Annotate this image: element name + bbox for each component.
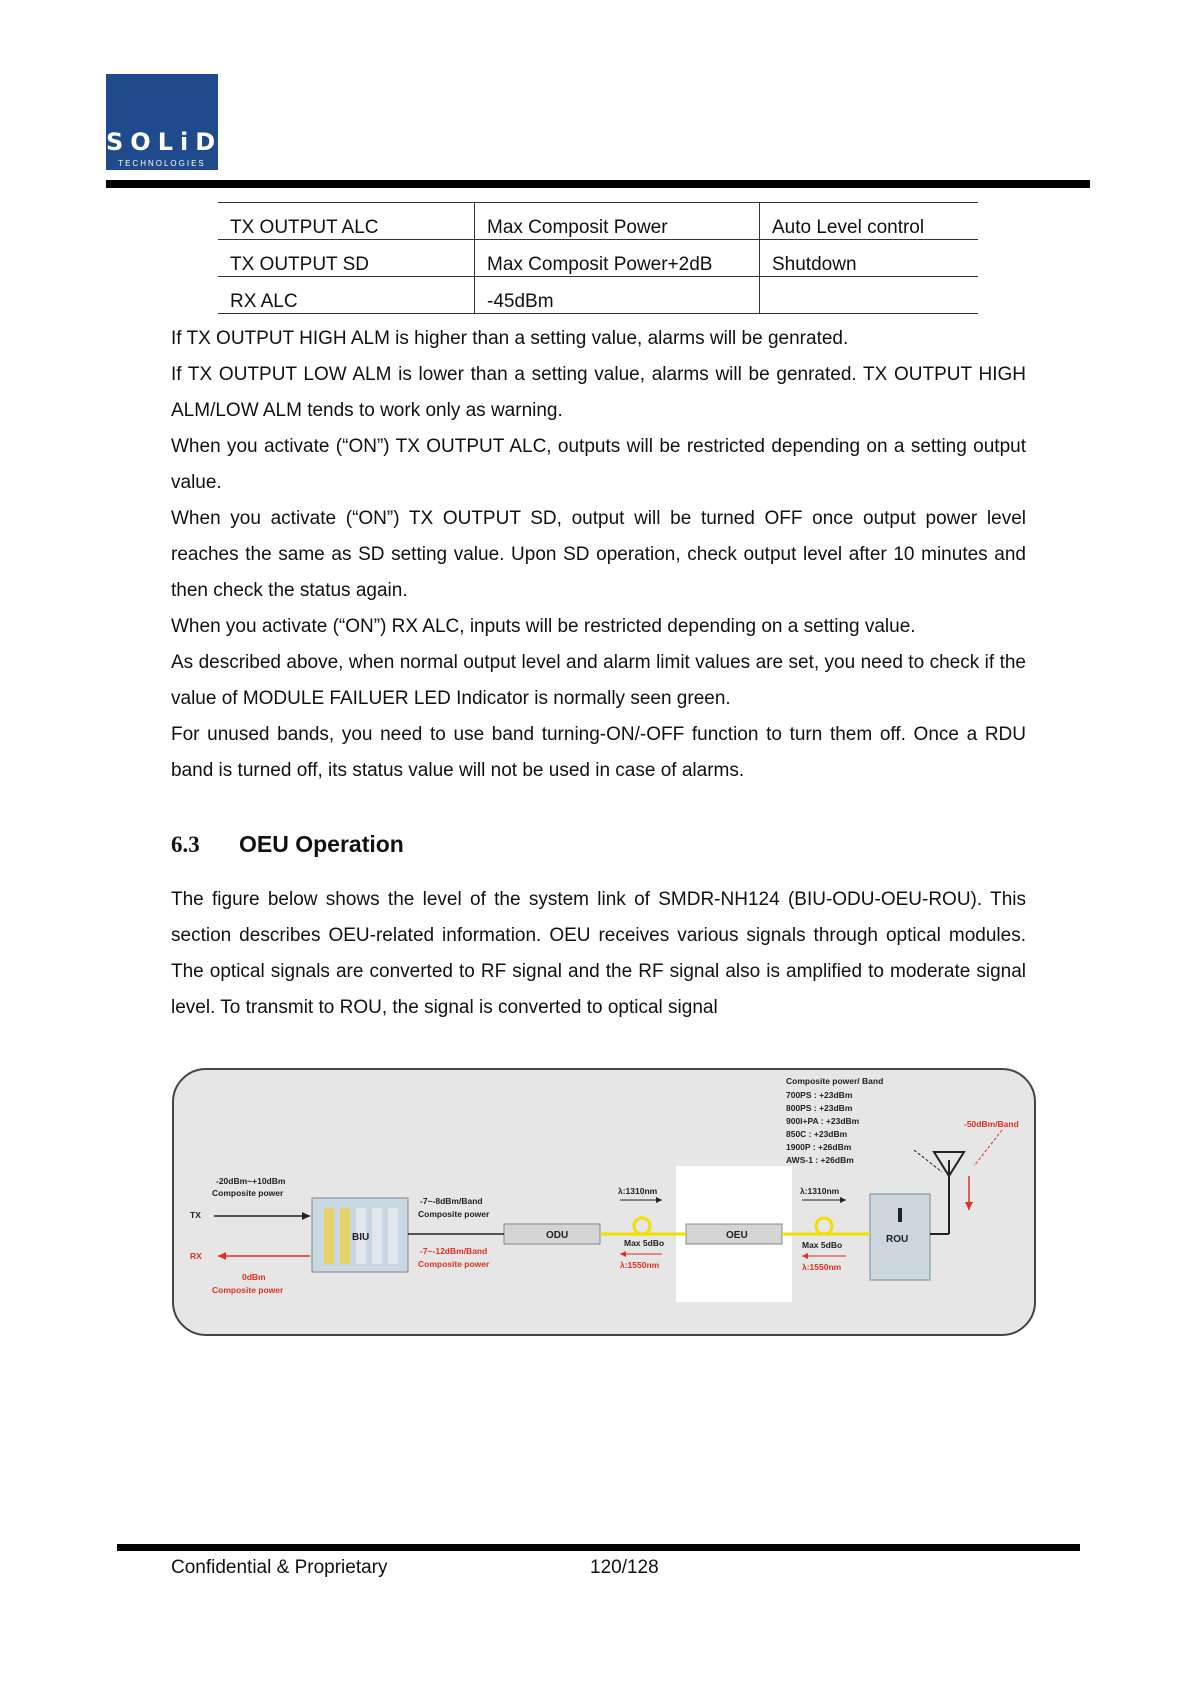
header-rule: [106, 180, 1090, 188]
tx-in-level: -20dBm~+10dBm: [216, 1176, 286, 1186]
table-cell: Max Composit Power+2dB: [475, 240, 760, 277]
oeu-label: OEU: [726, 1230, 748, 1241]
rx-out-sub: Composite power: [212, 1285, 284, 1295]
rx-out-level: 0dBm: [242, 1272, 266, 1282]
footer-confidential: Confidential & Proprietary: [171, 1557, 388, 1578]
table-cell: [760, 277, 979, 314]
biu-tx-level: -7~-8dBm/Band: [420, 1196, 483, 1206]
band-item: 850C : +23dBm: [786, 1129, 848, 1139]
oeu-unit: [686, 1224, 782, 1244]
biu-rx-sub: Composite power: [418, 1259, 490, 1269]
paragraph: When you activate (“ON”) RX ALC, inputs will be restricted depending on a setting value.: [171, 616, 916, 637]
section-heading: [171, 831, 404, 858]
wavelength-rx-1: λ:1550nm: [620, 1260, 660, 1270]
tx-in-sub: Composite power: [212, 1188, 284, 1198]
rou-label: ROU: [886, 1234, 909, 1245]
table-row: [218, 277, 978, 314]
table-cell: Auto Level control: [760, 203, 979, 240]
band-item: 700PS : +23dBm: [786, 1090, 853, 1100]
page-number: 120/128: [590, 1557, 659, 1578]
logo-subtext: TECHNOLOGIES: [118, 159, 206, 168]
paragraph: If TX OUTPUT HIGH ALM is higher than a setting value, alarms will be genrated.: [171, 328, 849, 349]
section-body: [171, 882, 1026, 1026]
table-cell: TX OUTPUT ALC: [218, 203, 475, 240]
table-cell: TX OUTPUT SD: [218, 240, 475, 277]
wavelength-rx-2: λ:1550nm: [802, 1262, 842, 1272]
table-row: [218, 240, 978, 277]
wavelength-tx-2: λ:1310nm: [800, 1186, 840, 1196]
section-title: OEU Operation: [239, 831, 404, 857]
biu-tx-sub: Composite power: [418, 1209, 490, 1219]
logo-text: SOLiD: [106, 128, 223, 156]
band-item: 900I+PA : +23dBm: [786, 1116, 860, 1126]
tx-label: TX: [190, 1210, 201, 1220]
section-number: 6.3: [171, 832, 200, 857]
odu-label: ODU: [546, 1230, 569, 1241]
paragraph: When you activate (“ON”) TX OUTPUT SD, output will be turned OFF once output power level reaches the same as SD setting value. Upon SD operation, check output level after 10 minutes and then check the status again.: [171, 508, 1026, 601]
band-item: 1900P : +26dBm: [786, 1142, 852, 1152]
paragraph: As described above, when normal output level and alarm limit values are set, you need to check if the value of MODULE FAILUER LED Indicator is normally seen green.: [171, 652, 1026, 709]
max-loss-1: Max 5dBo: [624, 1238, 665, 1248]
rou-unit: [870, 1194, 930, 1280]
footer-rule: [117, 1544, 1080, 1551]
odu-unit: [504, 1224, 600, 1244]
paragraph: If TX OUTPUT LOW ALM is lower than a setting value, alarms will be genrated. TX OUTPUT HIGH ALM/LOW ALM tends to work only as warning.: [171, 364, 1026, 421]
table-cell: RX ALC: [218, 277, 475, 314]
table-cell: Shutdown: [760, 240, 979, 277]
biu-unit: [312, 1198, 408, 1272]
band-item: AWS-1 : +26dBm: [786, 1155, 854, 1165]
wavelength-tx-1: λ:1310nm: [618, 1186, 658, 1196]
antenna-rx-level: -50dBm/Band: [964, 1119, 1019, 1129]
table-cell: Max Composit Power: [475, 203, 760, 240]
paragraph: The figure below shows the level of the system link of SMDR-NH124 (BIU-ODU-OEU-ROU). This section describes OEU-related information. OEU receives various signals through optical modules. The optical signals are converted to RF signal and the RF signal also is amplified to moderate signal level. To transmit to ROU, the signal is converted to optical signal: [171, 889, 1026, 1018]
table-cell: -45dBm: [475, 277, 760, 314]
solid-logo: [106, 74, 223, 170]
band-item: 800PS : +23dBm: [786, 1103, 853, 1113]
biu-label: BIU: [352, 1232, 370, 1243]
paragraph: For unused bands, you need to use band turning-ON/-OFF function to turn them off. Once a RDU band is turned off, its status value will not be used in case of alarms.: [171, 724, 1026, 781]
rx-label: RX: [190, 1251, 202, 1261]
alarm-paragraphs: [171, 321, 1026, 789]
max-loss-2: Max 5dBo: [802, 1240, 843, 1250]
paragraph: When you activate (“ON”) TX OUTPUT ALC, outputs will be restricted depending on a setting output value.: [171, 436, 1026, 493]
settings-table: [218, 202, 978, 314]
system-link-diagram: [172, 1068, 1036, 1336]
table-row: [218, 203, 978, 240]
biu-rx-level: -7~-12dBm/Band: [420, 1246, 488, 1256]
band-title: Composite power/ Band: [786, 1076, 884, 1086]
